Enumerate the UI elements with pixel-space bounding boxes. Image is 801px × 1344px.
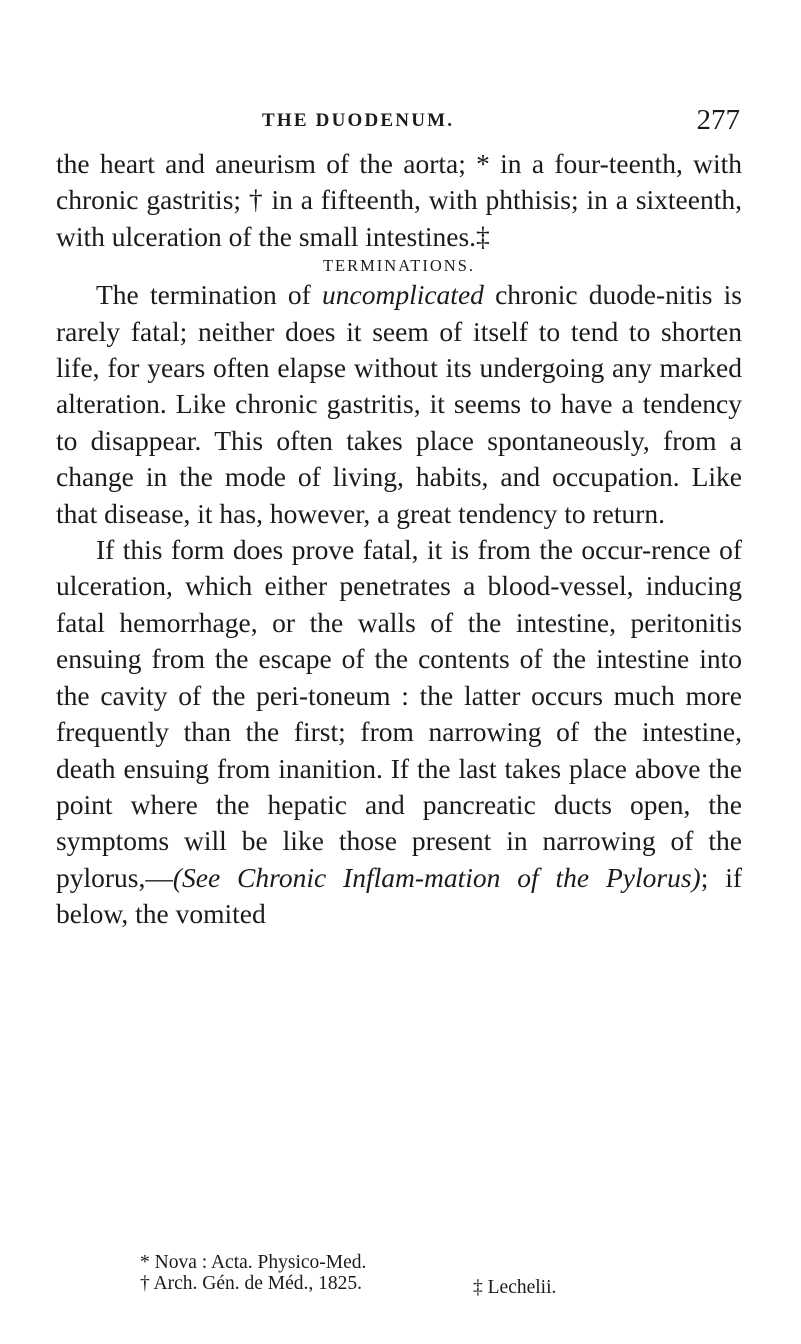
footnote-text: * Nova : Acta. Physico-Med.	[140, 1252, 367, 1273]
running-title: THE DUODENUM.	[262, 110, 455, 131]
footnote-3: ‡ Lechelii.	[473, 1277, 557, 1298]
body-text	[56, 146, 742, 933]
footnotes	[140, 1252, 720, 1298]
paragraph-text: If this form does prove fatal, it is from the occur-rence of ulceration, which either penetrates a blood-vessel, inducing fatal hemorrhage, or the walls of the intestine, peritonitis ensuing from the escape of the contents of the intestine into the cavity of the peri-toneum : the latter occurs much more frequently than the first; from narrowing of the intestine, death ensuing from inanition. If the last takes place above the point where the hepatic and pancreatic ducts open, the symptoms will be like those present in narrowing of the pylorus,—	[56, 534, 742, 893]
running-head	[56, 104, 746, 140]
footnote-1	[140, 1252, 720, 1273]
paragraph-terminations	[56, 277, 742, 532]
paragraph-continuation	[56, 146, 742, 255]
paragraph-text: the heart and aneurism of the aorta; * in a four-teenth, with chronic gastritis; † in a fifteenth, with phthisis; in a sixteenth, with ulceration of the small intestines.‡	[56, 148, 742, 252]
section-heading: TERMINATIONS.	[322, 256, 476, 276]
cross-reference: (See Chronic Inflam-mation of the Pylorus)	[172, 861, 701, 893]
paragraph-text: The termination of	[96, 279, 322, 311]
emphasis-text: uncomplicated	[322, 279, 484, 311]
paragraph-text: ; if below, the vomited	[56, 861, 742, 930]
paragraph-text: chronic duode-nitis is rarely fatal; neither does it seem of itself to tend to shorten life, for years often elapse without its undergoing any marked alteration. Like chronic gastritis, it seems to have a tendency to disappear. This often takes place spontaneously, from a change in the mode of living, habits, and occupation. Like that disease, it has, however, a great tendency to return.	[56, 279, 742, 529]
paragraph-fatal-form	[56, 532, 742, 932]
footnote-text: † Arch. Gén. de Méd., 1825.	[140, 1273, 363, 1294]
page-number: 277	[696, 104, 740, 136]
footnote-2	[140, 1273, 720, 1298]
